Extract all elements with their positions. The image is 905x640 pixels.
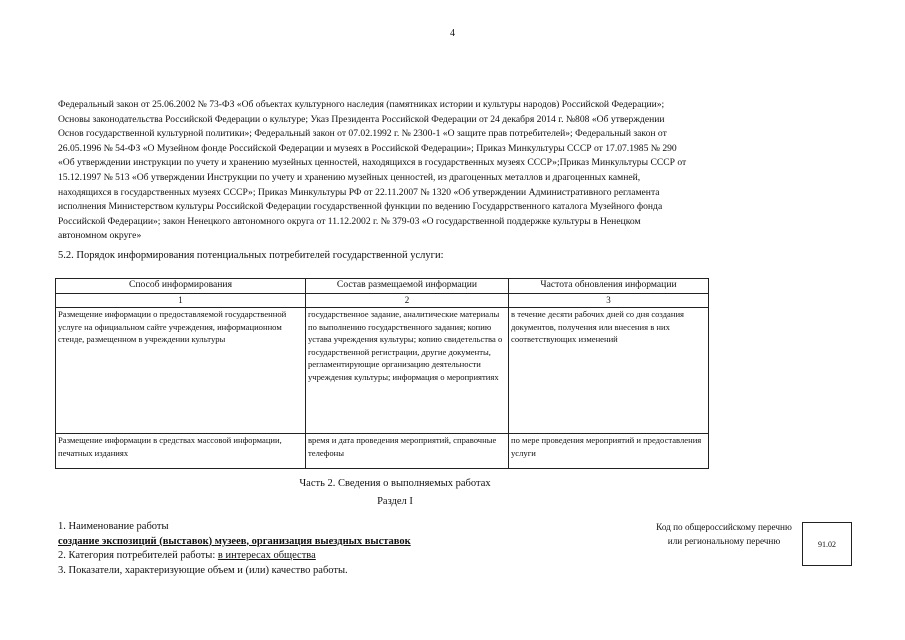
table-header-row: [56, 279, 709, 294]
legal-basis-text: [58, 98, 843, 240]
item-1-value: создание экспозиций (выставок) музеев, организация выездных выставок: [58, 535, 411, 547]
legal-basis-line: исполнения Министерством культуры Российской Федерации государственной функции по ведению Государрственного каталога Музейного фонда: [58, 201, 663, 213]
table-cell: [56, 308, 306, 434]
cell-text: Размещение информации о предоставляемой государственной услуге на официальном сайте учреждения, информационном стенде, размещенном в учреждении культуры: [58, 309, 287, 345]
part-title: Часть 2. Сведения о выполняемых работах: [299, 478, 491, 489]
section-number: Раздел I: [377, 496, 413, 507]
legal-basis-line: Основ государственной культурной политики»; Федеральный закон от 07.02.1992 г. № 2300-1 «О защите прав потребителей»; Федеральный закон от: [58, 128, 667, 140]
information-table: [55, 278, 709, 469]
legal-basis-line: 15.12.1997 № 513 «Об утверждении Инструкции по учету и хранению музейных ценностей, из драгоценных металлов и драгоценных камней,: [58, 171, 641, 183]
legal-basis-line: находящихся в государственных музеях СССР»; Приказ Минкультуры РФ от 22.11.2007 № 1320 «Об утверждении Административного регламента: [58, 186, 660, 198]
legal-basis-line: Основы законодательства Российской Федерации о культуре; Указ Президента Российской Федерации от 24 декабря 2014 г. №808 «Об утверждении: [58, 113, 665, 125]
legal-basis-line: 26.05.1996 № 54-ФЗ «О Музейном фонде Российской Федерации и музеях в Российской Федерации»; Приказ Минкультуры СССР от 17.07.1985 № 290: [58, 142, 677, 154]
table-row: [56, 308, 709, 434]
code-value: 91.02: [818, 539, 836, 549]
cell-text: государственное задание, аналитические материалы по выполнению государственного задания; копию устава учреждения культуры; копию свидетельства о государственной регистрации, другие документы, регламентирующие организацию деятельности учреждения культуры; информация о мероприятиях: [308, 309, 503, 382]
column-number: 2: [306, 294, 509, 308]
item-2-label: 2. Категория потребителей работы:: [58, 550, 218, 561]
cell-text: в течение десяти рабочих дней со дня создания документов, получения или внесения в них соответствующих изменений: [511, 309, 685, 345]
column-number: 3: [509, 294, 709, 308]
table-cell: [509, 308, 709, 434]
item-1-label: 1. Наименование работы: [58, 521, 169, 532]
table-number-row: [56, 294, 709, 308]
section-heading: 5.2. Порядок информирования потенциальных потребителей государственной услуги:: [58, 250, 444, 261]
table-cell: [306, 308, 509, 434]
legal-basis-line: автономном округе»: [58, 230, 142, 240]
legal-basis-line: Российской Федерации»; закон Ненецкого автономного округа от 11.12.2002 г. № 379-03 «О государственной поддержке культуры в Ненецком: [58, 215, 641, 227]
column-header: Частота обновления информации: [509, 279, 709, 294]
item-3-label: 3. Показатели, характеризующие объем и (или) качество работы.: [58, 564, 348, 576]
work-items: [58, 520, 411, 578]
code-label: Код по общероссийскому перечню или региональному перечню: [656, 522, 792, 546]
table-row: [56, 434, 709, 469]
column-number: 1: [56, 294, 306, 308]
page-number: 4: [450, 28, 455, 39]
item-2: [58, 549, 411, 564]
item-2-value: в интересах общества: [217, 550, 316, 561]
code-box: [802, 522, 852, 566]
table-cell: по мере проведения мероприятий и предоставления услуги: [509, 434, 709, 469]
column-header: Состав размещаемой информации: [306, 279, 509, 294]
column-header: Способ информирования: [56, 279, 306, 294]
table-cell: время и дата проведения мероприятий, справочные телефоны: [306, 434, 509, 469]
legal-basis-line: Федеральный закон от 25.06.2002 № 73-ФЗ «Об объектах культурного наследия (памятниках истории и культуры народов) Российской Федерации»;: [58, 99, 665, 110]
table-cell: Размещение информации в средствах массовой информации, печатных изданиях: [56, 434, 306, 469]
legal-basis-line: «Об утверждении инструкции по учету и хранению музейных ценностей, находящихся в государственных музеях СССР»;Приказ Минкультуры СССР от: [58, 157, 687, 169]
